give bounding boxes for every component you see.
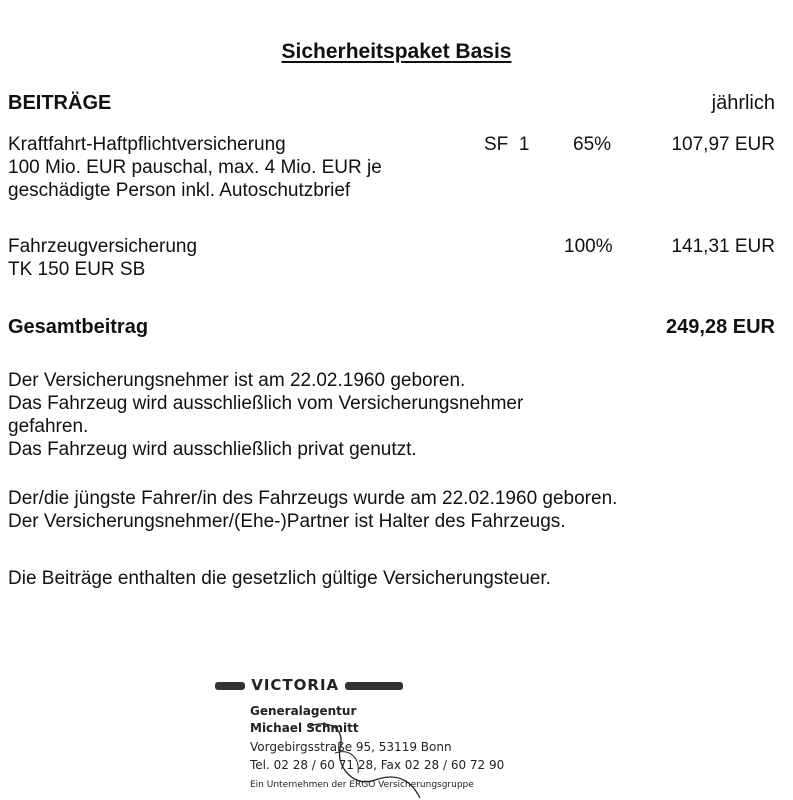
total-row [8,316,775,339]
note-line: Das Fahrzeug wird ausschließlich privat genutzt. [8,439,417,460]
note-line: Der Versicherungsnehmer ist am 22.02.1960 geboren. [8,370,466,391]
document-title: Sicherheitspaket Basis [281,40,512,63]
sf-class: SF 1 [484,134,530,155]
item-amount: 107,97 EUR [671,134,775,155]
item-description-line: Fahrzeugversicherung [8,236,198,257]
notes-block-3 [8,567,775,590]
stamp-line: Generalagentur [250,704,357,718]
total-amount: 249,28 EUR [666,316,775,338]
total-label: Gesamtbeitrag [8,316,149,338]
note-line: Das Fahrzeug wird ausschließlich vom Versicherungsnehmer [8,393,524,414]
beitraege-heading: BEITRÄGE [8,92,112,114]
item-description-line: Kraftfahrt-Haftpflichtversicherung [8,134,286,155]
stamp-line: Ein Unternehmen der ERGO Versicherungsgruppe [250,780,474,790]
stamp-line: Michael Schmitt [250,721,359,735]
percentage: 65% [573,134,612,155]
item-description-line: geschädigte Person inkl. Autoschutzbrief [8,180,351,201]
note-line: Der Versicherungsnehmer/(Ehe-)Partner ist Halter des Fahrzeugs. [8,511,566,532]
insurance-item-vehicle [8,235,775,281]
brand-name: VICTORIA [251,676,340,694]
logo-mark-icon [215,682,245,690]
percentage: 100% [564,236,613,257]
notes-block-1 [8,369,775,461]
signature-icon [300,718,440,800]
beitraege-header [8,92,775,115]
note-line: gefahren. [8,416,89,437]
brand-logo [215,676,403,694]
item-description-line: TK 150 EUR SB [8,259,146,280]
period-label: jährlich [711,92,775,114]
note-line: Die Beiträge enthalten die gesetzlich gültige Versicherungsteuer. [8,568,551,589]
item-description-line: 100 Mio. EUR pauschal, max. 4 Mio. EUR je [8,157,382,178]
note-line: Der/die jüngste Fahrer/in des Fahrzeugs wurde am 22.02.1960 geboren. [8,488,618,509]
logo-mark-icon [345,682,403,690]
item-amount: 141,31 EUR [671,236,775,257]
insurance-item-liability [8,133,775,202]
stamp-line: Tel. 02 28 / 60 71 28, Fax 02 28 / 60 72 90 [250,758,505,772]
stamp-line: Vorgebirgsstraße 95, 53119 Bonn [250,740,452,754]
notes-block-2 [8,487,775,533]
